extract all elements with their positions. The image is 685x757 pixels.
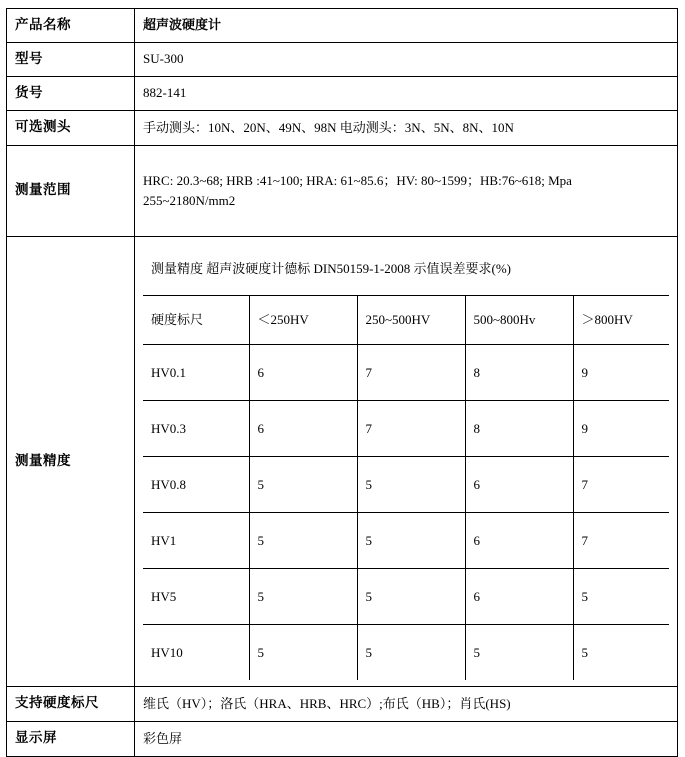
table-row-scale-support — [7, 686, 678, 721]
display-label: 显示屏 — [7, 721, 135, 756]
table-row-display — [7, 721, 678, 756]
accuracy-row-value: 5 — [465, 624, 573, 680]
measuring-range-value — [135, 145, 678, 236]
accuracy-row-scale: HV10 — [143, 624, 249, 680]
accuracy-row-value: 5 — [573, 568, 669, 624]
model-value: SU-300 — [135, 42, 678, 76]
model-label: 型号 — [7, 42, 135, 76]
accuracy-row-value: 6 — [249, 400, 357, 456]
accuracy-row-value: 5 — [249, 456, 357, 512]
table-row-accuracy — [7, 236, 678, 686]
accuracy-row-value: 6 — [465, 568, 573, 624]
accuracy-row-scale: HV1 — [143, 512, 249, 568]
accuracy-table — [143, 243, 669, 680]
accuracy-row-value: 7 — [573, 456, 669, 512]
accuracy-row-value: 7 — [357, 400, 465, 456]
item-no-value: 882-141 — [135, 76, 678, 110]
accuracy-row-value: 5 — [249, 624, 357, 680]
accuracy-row-scale: HV0.3 — [143, 400, 249, 456]
table-row-probe — [7, 110, 678, 145]
table-row — [143, 344, 669, 400]
table-row-product-name — [7, 9, 678, 43]
accuracy-row-value: 5 — [357, 624, 465, 680]
table-row — [143, 400, 669, 456]
table-row-measuring-range — [7, 145, 678, 236]
scale-support-label: 支持硬度标尺 — [7, 686, 135, 721]
accuracy-row-value: 6 — [465, 456, 573, 512]
accuracy-row-value: 8 — [465, 344, 573, 400]
accuracy-header-col-2: 250~500HV — [357, 295, 465, 344]
accuracy-row-scale: HV5 — [143, 568, 249, 624]
accuracy-row-scale: HV0.1 — [143, 344, 249, 400]
measuring-range-line-2: 255~2180N/mm2 — [143, 192, 236, 208]
table-row — [143, 568, 669, 624]
measuring-range-line-1: HRC: 20.3~68; HRB :41~100; HRA: 61~85.6；HV: 80~1599；HB:76~618; Mpa — [143, 172, 572, 188]
accuracy-row-value: 6 — [249, 344, 357, 400]
accuracy-row-value: 6 — [465, 512, 573, 568]
accuracy-row-value: 5 — [573, 624, 669, 680]
table-row-model — [7, 42, 678, 76]
accuracy-table-title-row — [143, 243, 669, 296]
item-no-label: 货号 — [7, 76, 135, 110]
probe-label: 可选测头 — [7, 110, 135, 145]
product-name-label: 产品名称 — [7, 9, 135, 43]
measuring-range-label: 测量范围 — [7, 145, 135, 236]
accuracy-row-value: 7 — [357, 344, 465, 400]
accuracy-row-value: 7 — [573, 512, 669, 568]
accuracy-row-value: 9 — [573, 344, 669, 400]
accuracy-table-title: 测量精度 超声波硬度计德标 DIN50159-1-2008 示值误差要求(%) — [143, 243, 669, 296]
scale-support-value: 维氏（HV）；洛氏（HRA、HRB、HRC）;布氏（HB）；肖氏(HS) — [135, 686, 678, 721]
accuracy-cell — [135, 236, 678, 686]
accuracy-row-value: 5 — [357, 512, 465, 568]
accuracy-header-col-3: 500~800Hv — [465, 295, 573, 344]
table-row — [143, 456, 669, 512]
accuracy-label: 测量精度 — [7, 236, 135, 686]
accuracy-row-value: 5 — [357, 456, 465, 512]
accuracy-row-scale: HV0.8 — [143, 456, 249, 512]
accuracy-header-col-1: ＜250HV — [249, 295, 357, 344]
accuracy-header-scale: 硬度标尺 — [143, 295, 249, 344]
product-name-value: 超声波硬度计 — [135, 9, 678, 43]
accuracy-row-value: 5 — [249, 512, 357, 568]
accuracy-row-value: 8 — [465, 400, 573, 456]
table-row — [143, 512, 669, 568]
accuracy-row-value: 5 — [249, 568, 357, 624]
accuracy-table-header-row — [143, 295, 669, 344]
table-row — [143, 624, 669, 680]
accuracy-header-col-4: ＞800HV — [573, 295, 669, 344]
product-spec-table — [6, 8, 678, 757]
table-row-item-no — [7, 76, 678, 110]
accuracy-row-value: 9 — [573, 400, 669, 456]
display-value: 彩色屏 — [135, 721, 678, 756]
accuracy-row-value: 5 — [357, 568, 465, 624]
probe-value: 手动测头：10N、20N、49N、98N 电动测头：3N、5N、8N、10N — [135, 110, 678, 145]
